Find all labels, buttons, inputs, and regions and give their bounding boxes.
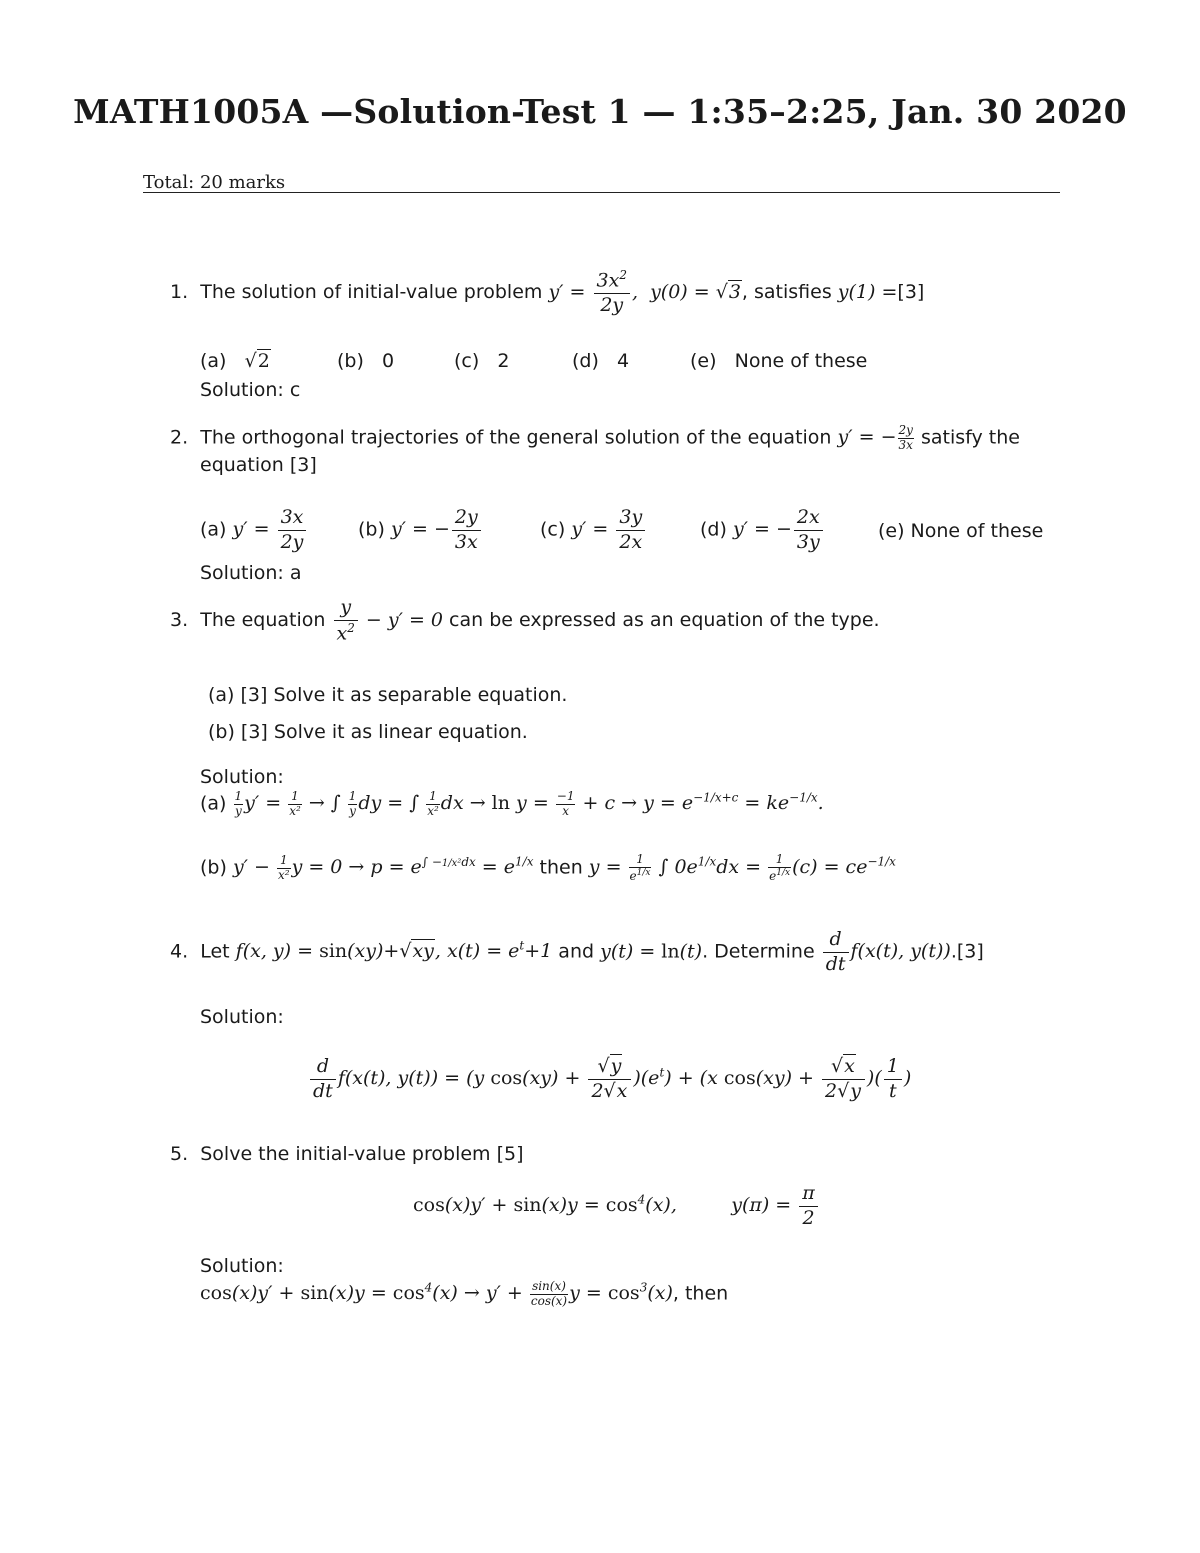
q2-number: 2. [170, 426, 189, 449]
q3-part-a: (a) [3] Solve it as separable equation. [208, 684, 568, 706]
question-5 [170, 1143, 524, 1165]
page-title: MATH1005A —Solution-Test 1 — 1:35–2:25, Jan. 30 2020 [73, 92, 1127, 131]
q2-solution: Solution: a [200, 562, 302, 584]
q2-tail: satisfy the [920, 426, 1020, 449]
total-marks-text: Total: 20 marks [143, 172, 286, 193]
q1-option-e: (e) None of these [690, 350, 868, 372]
q1-number: 1. [170, 280, 189, 303]
q5-solution-label: Solution: [200, 1255, 284, 1277]
q1-equation: y′ = $\frac{3x^2}{2y}$ , y(0) = √3 [548, 268, 741, 317]
q3-sol-a-math: $\frac{1}{y}$ y′ = $\frac{1}{\text{x²}}$ → ∫ $\frac{1}{y}$ dy = ∫ $\frac{1}{\text{x²}}$ dx → ln y = $\frac{-1}{x}$ + $c \to y = e^{-1/x+c} = ke^{-1/x}$. [234, 789, 824, 818]
q3-sol-b-label: (b) [200, 856, 227, 879]
q1-option-c: (c) 2 [454, 350, 510, 372]
total-marks [143, 174, 1060, 193]
q4-marks: .[3] [950, 940, 984, 963]
q5-number: 5. [170, 1143, 189, 1165]
q2-option-d: (d) y′ = − $\frac{2x}{3y}$ [700, 506, 825, 555]
q4-number: 4. [170, 940, 189, 963]
question-2 [170, 424, 1020, 453]
q3-solution-b [200, 853, 896, 884]
q2-intro: The orthogonal trajectories of the general solution of the equation [200, 426, 832, 449]
q1-intro: The solution of initial-value problem [200, 280, 543, 303]
q3-solution-a [200, 790, 824, 819]
q1-marks: =[3] [881, 280, 925, 303]
q3-sol-b-then: then [539, 856, 583, 879]
question-1 [170, 268, 924, 318]
q4-function: f(x, y) = sin(xy)+√xy, $x(t) = e^t+1$ [235, 938, 553, 963]
q2-option-e: (e) None of these [878, 520, 1044, 542]
q3-tail: can be expressed as an equation of the type. [449, 608, 880, 631]
q5-then: , then [672, 1282, 729, 1305]
q2-equation: y′ = − $\frac{2y}{3x}$ [837, 423, 913, 452]
q4-and: and [558, 940, 595, 963]
q2-option-a: (a) y′ = $\frac{3x}{2y}$ [200, 506, 308, 555]
q4-solution-math: $\frac{d}{dt}$ f(x(t), y(t)) = (y cos(xy) + $\frac{√y}{2√x}$ )$(e^t) + (x$ cos(xy) + $\frac{√x}{2√y}$ )( $\frac{1}{t}$ ) [308, 1055, 911, 1104]
q1-solution: Solution: c [200, 379, 301, 401]
q3-sol-b-math2: y = $\frac{1}{e^{1/x}}$ ∫ $0e^{1/x}dx$ = $\frac{1}{e^{1/x}}$ $(c) = ce^{-1/x}$ [588, 852, 896, 883]
q3-number: 3. [170, 608, 189, 631]
q1-option-a: (a) √2 [200, 350, 270, 372]
q2-line2: equation [3] [200, 454, 317, 476]
q1-target: y(1) [837, 280, 876, 303]
q3-sol-a-label: (a) [200, 792, 227, 815]
q1-option-b: (b) 0 [337, 350, 395, 372]
q2-options [200, 506, 1060, 566]
question-4 [170, 928, 984, 977]
q3-equation: $\frac{y}{x^2}$ − y′ = 0 [332, 609, 444, 631]
q1-tail: , satisfies [741, 280, 832, 303]
q5-solution-line: $\cos(x)y' + \sin(x)y = \cos^4(x) \to y'$ + $\frac{\sin(x)}{\cos(x)}$ $y = \cos^3(x)$, then [200, 1279, 729, 1308]
question-3 [170, 596, 880, 646]
q3-sol-b-math: y′ − $\frac{1}{\text{x²}}$ $y = 0 \to p = e^{\int -1/x^2dx} = e^{1/x}$ [232, 853, 534, 882]
q4-solution-label: Solution: [200, 1006, 284, 1028]
q2-option-b: (b) y′ = − $\frac{2y}{3x}$ [358, 506, 483, 555]
q4-intro: Let [200, 940, 230, 963]
q3-intro: The equation [200, 608, 326, 631]
q3-part-b: (b) [3] Solve it as linear equation. [208, 721, 528, 743]
q4-yt: y(t) = ln(t) [600, 940, 703, 963]
q3-solution-label: Solution: [200, 766, 284, 788]
q5-intro: Solve the initial-value problem [5] [200, 1143, 524, 1165]
q4-derivative: $\frac{d}{dt}$ f(x(t), y(t)) [821, 940, 951, 962]
q5-equation: $\cos(x)y' + \sin(x)y = \cos^4(x)$, y(π) = $\frac{\pi}{2}$ [413, 1182, 820, 1231]
q4-determine: . Determine [702, 940, 815, 963]
q1-option-d: (d) 4 [572, 350, 630, 372]
q2-option-c: (c) y′ = $\frac{3y}{2x}$ [540, 506, 647, 555]
